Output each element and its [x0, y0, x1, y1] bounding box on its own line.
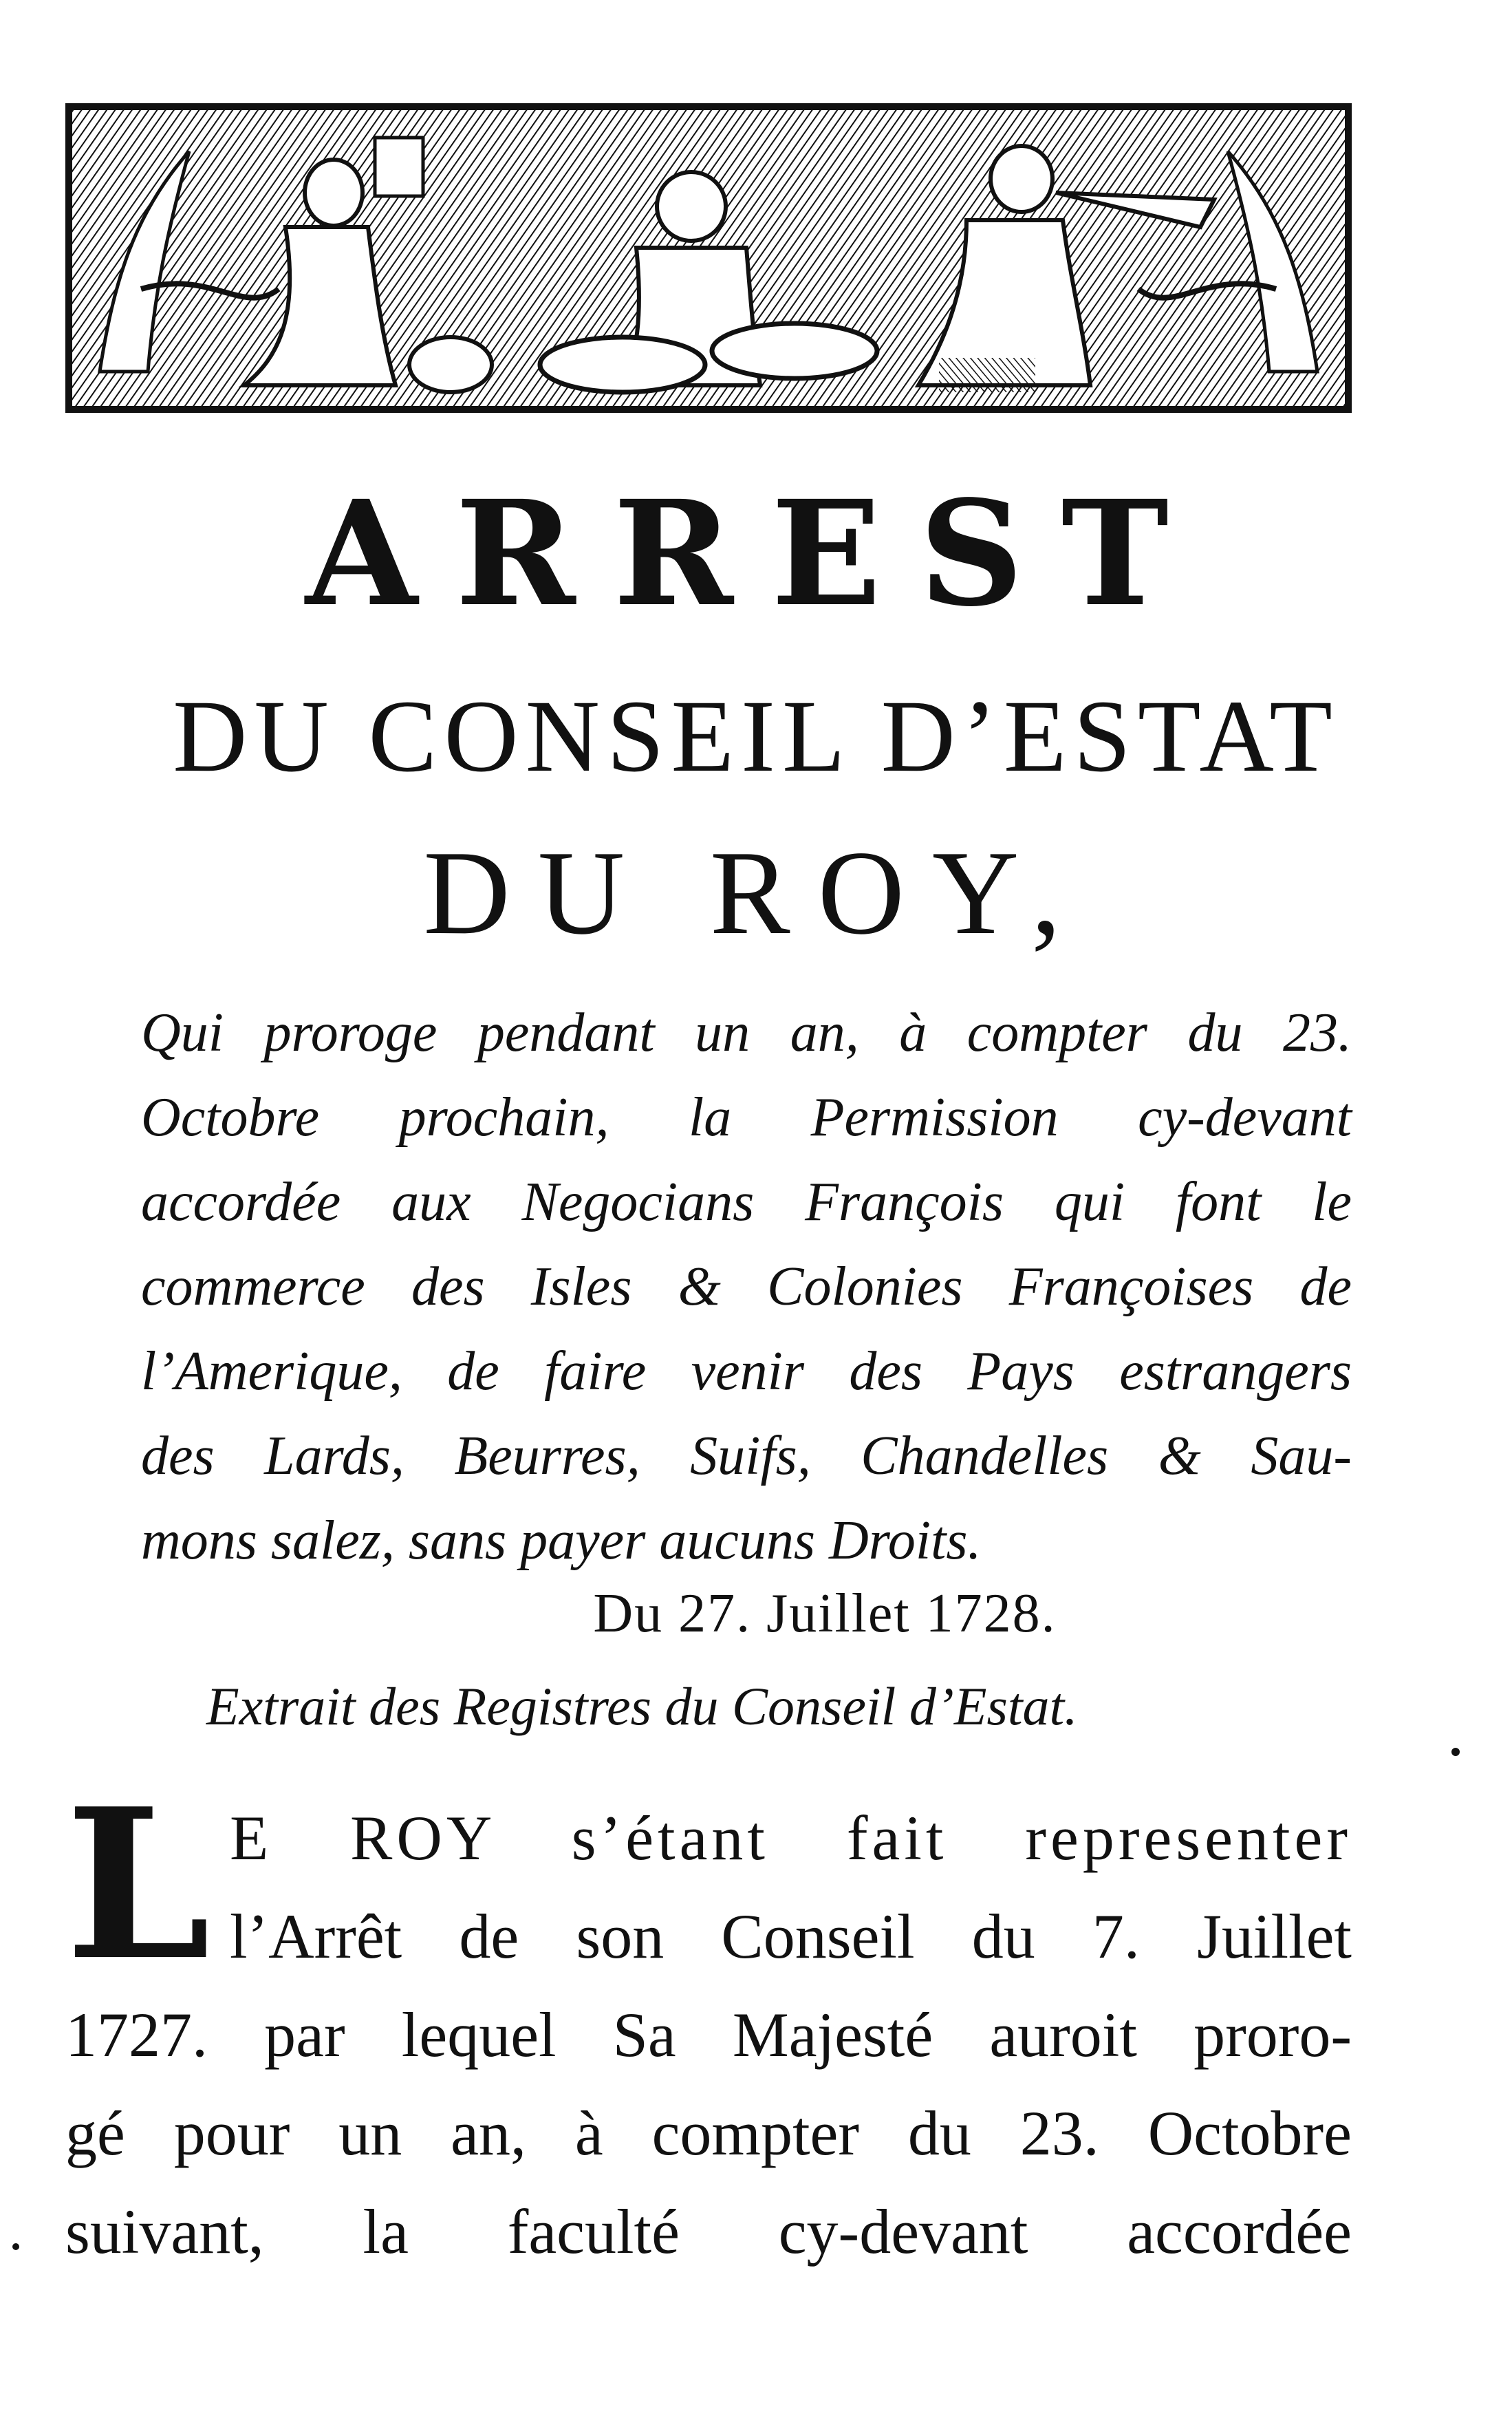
body-line: suivant, la faculté cy-devant accordée — [65, 2196, 1352, 2267]
summary-line: des Lards, Beurres, Suifs, Chandelles & Sau- — [141, 1426, 1352, 1486]
summary-line: commerce des Isles & Colonies Françoises de — [141, 1256, 1352, 1317]
ink-speck — [12, 2243, 19, 2250]
extract-heading: Extrait des Registres du Conseil d’Estat. — [206, 1676, 1078, 1736]
body-paragraph — [65, 1763, 1352, 2281]
body-line: gé pour un an, à compter du 23. Octobre — [65, 2098, 1352, 2168]
ink-speck — [1451, 1748, 1460, 1756]
summary-line: accordée aux Negocians François qui font le — [141, 1172, 1352, 1232]
title-arrest: ARREST — [305, 469, 1207, 639]
woodcut-headpiece — [65, 103, 1352, 413]
body-line: l’Arrêt de son Conseil du 7. Juillet — [229, 1901, 1352, 1971]
body-line: E ROY s’étant fait representer — [229, 1803, 1352, 1873]
headpiece-illustration — [72, 110, 1345, 406]
drop-capital: L — [65, 1763, 210, 2006]
title-roy: DU ROY, — [423, 826, 1089, 959]
summary-line: mons salez, sans payer aucuns Droits. — [141, 1510, 982, 1571]
body-line: 1727. par lequel Sa Majesté auroit proro- — [65, 2000, 1352, 2070]
date-line: Du 27. Juillet 1728. — [593, 1583, 1057, 1644]
summary-line: l’Amerique, de faire venir des Pays estrangers — [141, 1341, 1352, 1402]
summary-line: Octobre prochain, la Permission cy-devant — [141, 1087, 1352, 1148]
summary-paragraph — [141, 991, 1352, 1583]
title-conseil: DU CONSEIL D’ESTAT — [173, 679, 1339, 793]
summary-line: Qui proroge pendant un an, à compter du 23. — [141, 1003, 1352, 1063]
